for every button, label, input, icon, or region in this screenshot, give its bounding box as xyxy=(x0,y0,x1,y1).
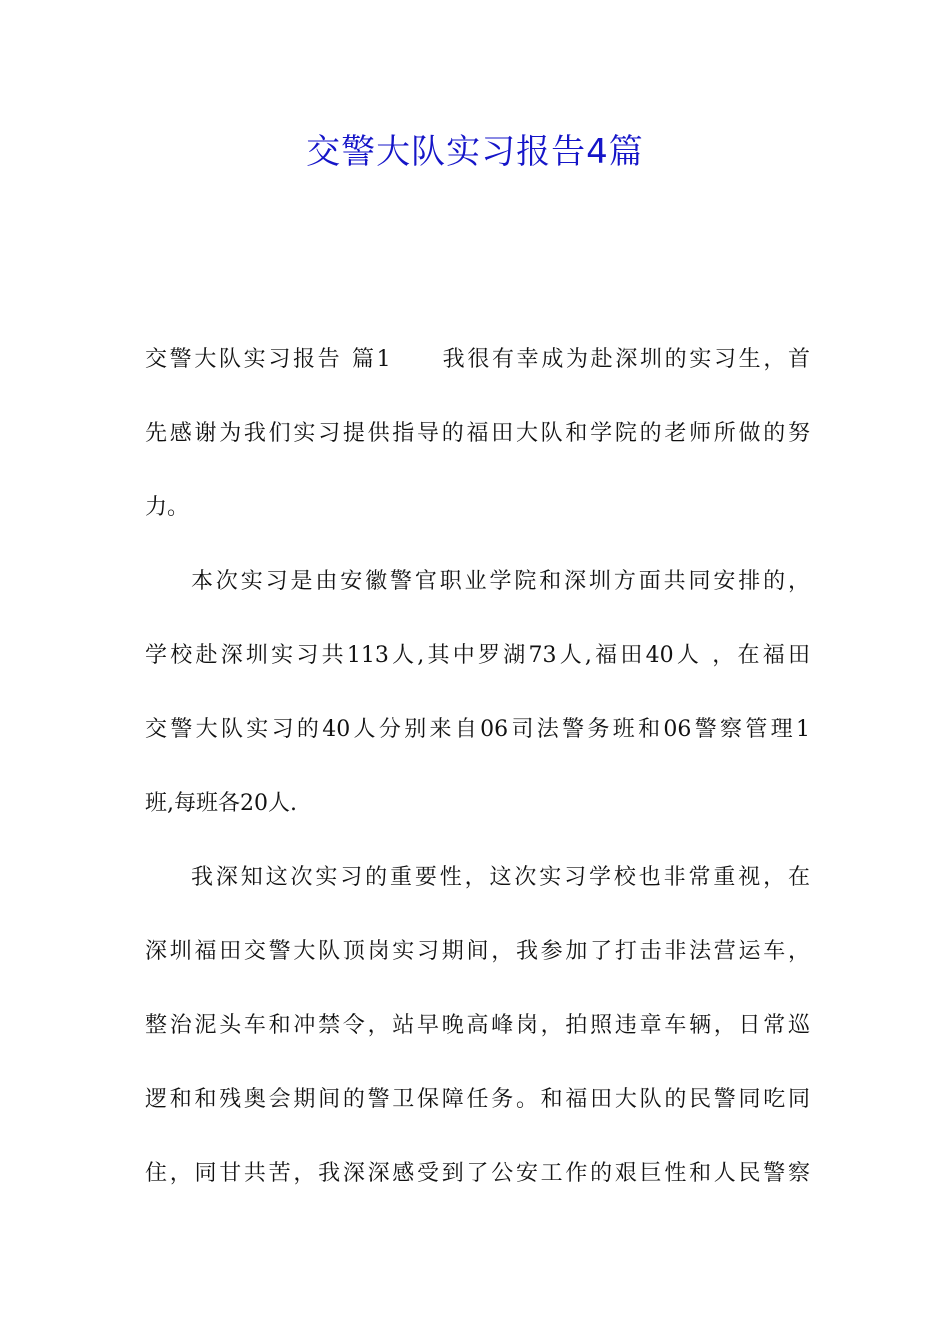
body-line: 我深知这次实习的重要性，这次实习学校也非常重视，在 xyxy=(191,865,810,890)
body-line: 深圳福田交警大队顶岗实习期间，我参加了打击非法营运车， xyxy=(145,939,810,964)
body-line: 交警大队实习的40人分别来自06司法警务班和06警察管理1 xyxy=(145,717,810,742)
document-body xyxy=(145,334,810,1222)
body-line: 学校赴深圳实习共113人,其中罗湖73人,福田40人 ，在福田 xyxy=(145,643,810,668)
body-line: 交警大队实习报告 篇1 我很有幸成为赴深圳的实习生，首 xyxy=(145,347,810,372)
body-line: 逻和和残奥会期间的警卫保障任务。和福田大队的民警同吃同 xyxy=(145,1087,810,1112)
body-line: 住，同甘共苦，我深深感受到了公安工作的艰巨性和人民警察 xyxy=(145,1161,810,1186)
body-line: 本次实习是由安徽警官职业学院和深圳方面共同安排的， xyxy=(191,569,810,594)
body-line: 先感谢为我们实习提供指导的福田大队和学院的老师所做的努 xyxy=(145,421,810,446)
body-line: 整治泥头车和冲禁令，站早晚高峰岗，拍照违章车辆，日常巡 xyxy=(145,1013,810,1038)
document-title: 交警大队实习报告4篇 xyxy=(306,132,644,172)
body-line: 力。 xyxy=(145,495,190,520)
body-line: 班,每班各20人. xyxy=(145,791,297,816)
